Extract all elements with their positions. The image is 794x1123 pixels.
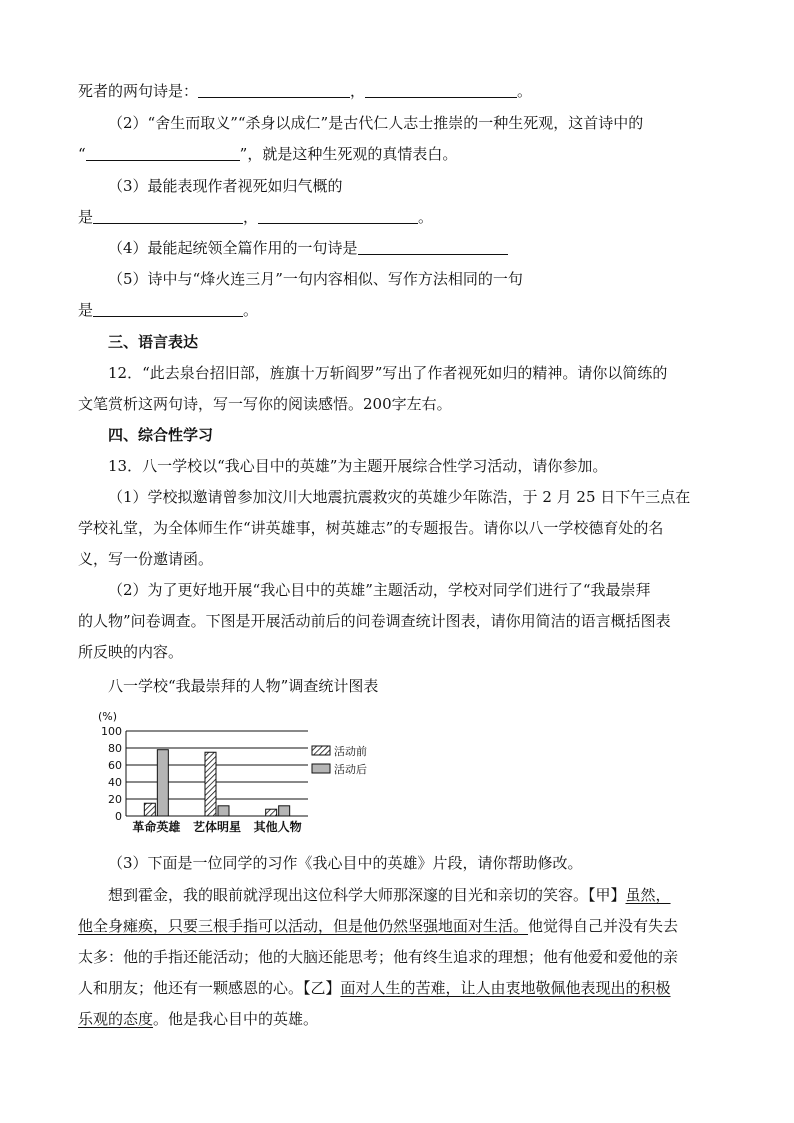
text: 死者的两句诗是： [78,82,199,100]
legend-label: 活动后 [334,763,367,776]
part-2-text: （2）为了更好地开展“我心目中的英雄”主题活动，学校对同学们进行了“我最崇拜 [108,581,651,599]
part-2-text: 的人物”问卷调查。下图是开展活动前后的问卷调查统计图表，请你用简洁的语言概括图表 [78,612,671,630]
bar-chart [96,706,396,836]
section-heading-4: 四、综合性学习 [108,426,214,444]
answer-blank[interactable] [198,82,350,98]
underlined-text-jia: 他全身瘫痪，只要三根手指可以活动，但是他仍然坚强地面对生活。 [78,917,529,935]
line-3 [78,143,457,165]
line-8 [78,299,258,321]
question-4-text: （4）最能起统领全篇作用的一句诗是 [108,239,358,257]
question-12-text: 12．“此去泉台招旧部，旌旗十万斩阎罗”写出了作者视死如归的精神。请你以简练的 [108,364,668,382]
y-tick-label: 0 [115,810,122,823]
legend-swatch [312,746,330,755]
part-1-text: （1）学校拟邀请曾参加汶川大地震抗震救灾的英雄少年陈浩，于 2 月 25 日下午三点在 [108,488,691,506]
text: ”，就是这种生死观的真情表白。 [239,145,458,163]
essay-line-2 [78,915,678,937]
underlined-text-yi: 面对人生的苦难，让人由衷地敬佩他表现出的积极 [340,979,671,997]
text: 。 [243,301,259,319]
answer-blank[interactable] [358,239,508,255]
y-tick-label: 80 [108,742,122,755]
part-1-text: 学校礼堂，为全体师生作“讲英雄事，树英雄志”的专题报告。请你以八一学校德育处的名 [78,519,664,537]
answer-blank[interactable] [365,82,517,98]
answer-blank[interactable] [93,301,243,317]
y-tick-label: 60 [108,759,122,772]
text: ， [350,82,366,100]
part-3-text: （3）下面是一位同学的习作《我心目中的英雄》片段，请你帮助修改。 [108,854,583,872]
essay-line-1 [108,884,671,906]
bar-活动前 [205,752,216,816]
essay-line-4 [78,977,671,999]
essay-line-5 [78,1008,318,1030]
text: 。 [517,82,533,100]
question-12-text: 文笔赏析这两句诗，写一写你的阅读感悟。200字左右。 [78,395,452,413]
chart-caption: 八一学校“我最崇拜的人物”调查统计图表 [108,677,379,695]
bar-活动前 [144,803,155,816]
y-tick-label: 20 [108,793,122,806]
text: “ [78,145,86,163]
question-5-text: （5）诗中与“烽火连三月”一句内容相似、写作方法相同的一句 [108,270,523,288]
answer-blank[interactable] [258,208,418,224]
text: 。他是我心目中的英雄。 [153,1010,319,1028]
line-6 [108,237,508,259]
underlined-text-jia: 虽然， [625,886,671,904]
text: 他觉得自己并没有失去 [528,917,679,935]
bar-活动后 [218,806,229,816]
x-tick-label: 革命英雄 [132,820,181,834]
y-unit-label: (%) [98,710,118,723]
section-heading-3: 三、语言表达 [108,333,199,351]
bar-活动后 [279,806,290,816]
text: 想到霍金，我的眼前就浮现出这位科学大师那深邃的目光和亲切的笑容。【甲】 [108,886,626,904]
underlined-text-yi: 乐观的态度 [78,1010,154,1028]
part-1-text: 义，写一份邀请函。 [78,550,214,568]
text: ， [243,208,259,226]
chart-bars [144,750,289,816]
y-tick-label: 100 [101,725,122,738]
x-tick-label: 艺体明星 [192,820,242,834]
line-1 [78,80,532,102]
bar-活动后 [157,750,168,816]
question-3-text: （3）最能表现作者视死如归气概的 [108,177,343,195]
answer-blank[interactable] [93,208,243,224]
x-tick-label: 其他人物 [253,820,302,834]
line-5 [78,206,433,228]
y-tick-label: 40 [108,776,122,789]
text: 人和朋友；他还有一颗感恩的心。【乙】 [78,979,341,997]
question-2-text: （2）“舍生而取义”“杀身以成仁”是古代仁人志士推崇的一种生死观，这首诗中的 [108,114,644,132]
legend-swatch [312,764,330,773]
text: 是 [78,208,94,226]
question-13-text: 13．八一学校以“我心目中的英雄”为主题开展综合性学习活动，请你参加。 [108,457,608,475]
bar-活动前 [266,809,277,816]
chart-legend [312,744,367,776]
answer-blank[interactable] [86,145,240,161]
text: 是 [78,301,94,319]
legend-label: 活动前 [334,745,367,758]
text: 。 [418,208,434,226]
part-2-text: 所反映的内容。 [78,643,184,661]
essay-line-3: 太多：他的手指还能活动；他的大脑还能思考；他有终生追求的理想；他有他爱和爱他的亲 [78,948,679,966]
